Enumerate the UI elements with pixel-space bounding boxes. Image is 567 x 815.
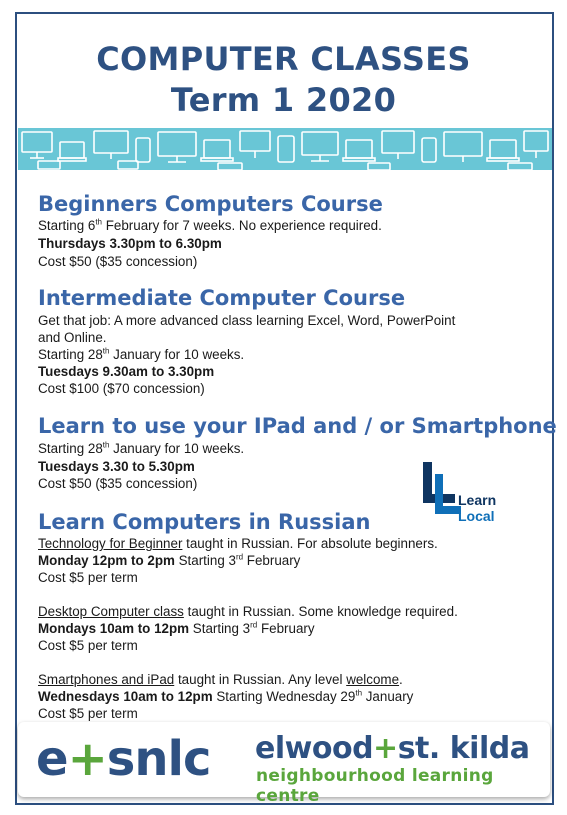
course-cost-ipad: Cost $50 ($35 concession) (38, 476, 198, 491)
course-start-ipad: Starting 28th January for 10 weeks. (38, 440, 245, 456)
course-schedule-ipad: Tuesdays 3.30 to 5.30pm (38, 459, 195, 474)
course-desc-intermediate-2: and Online. (38, 330, 107, 345)
svg-text:Learn: Learn (458, 492, 497, 508)
course-heading-ipad: Learn to use your IPad and / or Smartphone (38, 414, 557, 438)
learn-local-logo (420, 460, 516, 524)
course-start-beginners: Starting 6th February for 7 weeks. No experience required. (38, 217, 382, 233)
course-cost-intermediate: Cost $100 ($70 concession) (38, 381, 205, 396)
page-subtitle: Term 1 2020 (170, 81, 397, 119)
org-tagline: neighbourhood learning centre (256, 766, 494, 806)
devices-banner (18, 128, 552, 170)
course-heading-intermediate: Intermediate Computer Course (38, 286, 406, 310)
footer-logo-bar (18, 722, 550, 806)
svg-text:Local: Local (458, 508, 495, 524)
russian-class-2-desc: Desktop Computer class taught in Russian. Some knowledge required. (38, 604, 458, 619)
course-schedule-intermediate: Tuesdays 9.30am to 3.30pm (38, 364, 215, 379)
course-start-intermediate: Starting 28th January for 10 weeks. (38, 346, 245, 362)
esnlc-logo: e+snlc (36, 731, 211, 787)
russian-class-3-desc: Smartphones and iPad taught in Russian. Any level welcome. (38, 672, 403, 687)
russian-class-1-schedule: Monday 12pm to 2pm Starting 3rd February (38, 552, 301, 568)
russian-class-3-cost: Cost $5 per term (38, 706, 138, 721)
course-heading-beginners: Beginners Computers Course (38, 192, 383, 216)
russian-class-3-schedule: Wednesdays 10am to 12pm Starting Wednesday 29th January (38, 688, 414, 704)
course-desc-intermediate-1: Get that job: A more advanced class learning Excel, Word, PowerPoint (38, 313, 456, 328)
course-cost-beginners: Cost $50 ($35 concession) (38, 254, 198, 269)
russian-class-1-cost: Cost $5 per term (38, 570, 138, 585)
russian-class-2-cost: Cost $5 per term (38, 638, 138, 653)
org-name: elwood+st. kilda (255, 731, 530, 766)
devices-pattern-icon (18, 128, 552, 170)
course-schedule-beginners: Thursdays 3.30pm to 6.30pm (38, 236, 222, 251)
russian-class-2-schedule: Mondays 10am to 12pm Starting 3rd February (38, 620, 315, 636)
russian-class-1-desc: Technology for Beginner taught in Russian. For absolute beginners. (38, 536, 438, 551)
page-title: COMPUTER CLASSES (96, 40, 471, 78)
russian-heading: Learn Computers in Russian (38, 510, 371, 534)
